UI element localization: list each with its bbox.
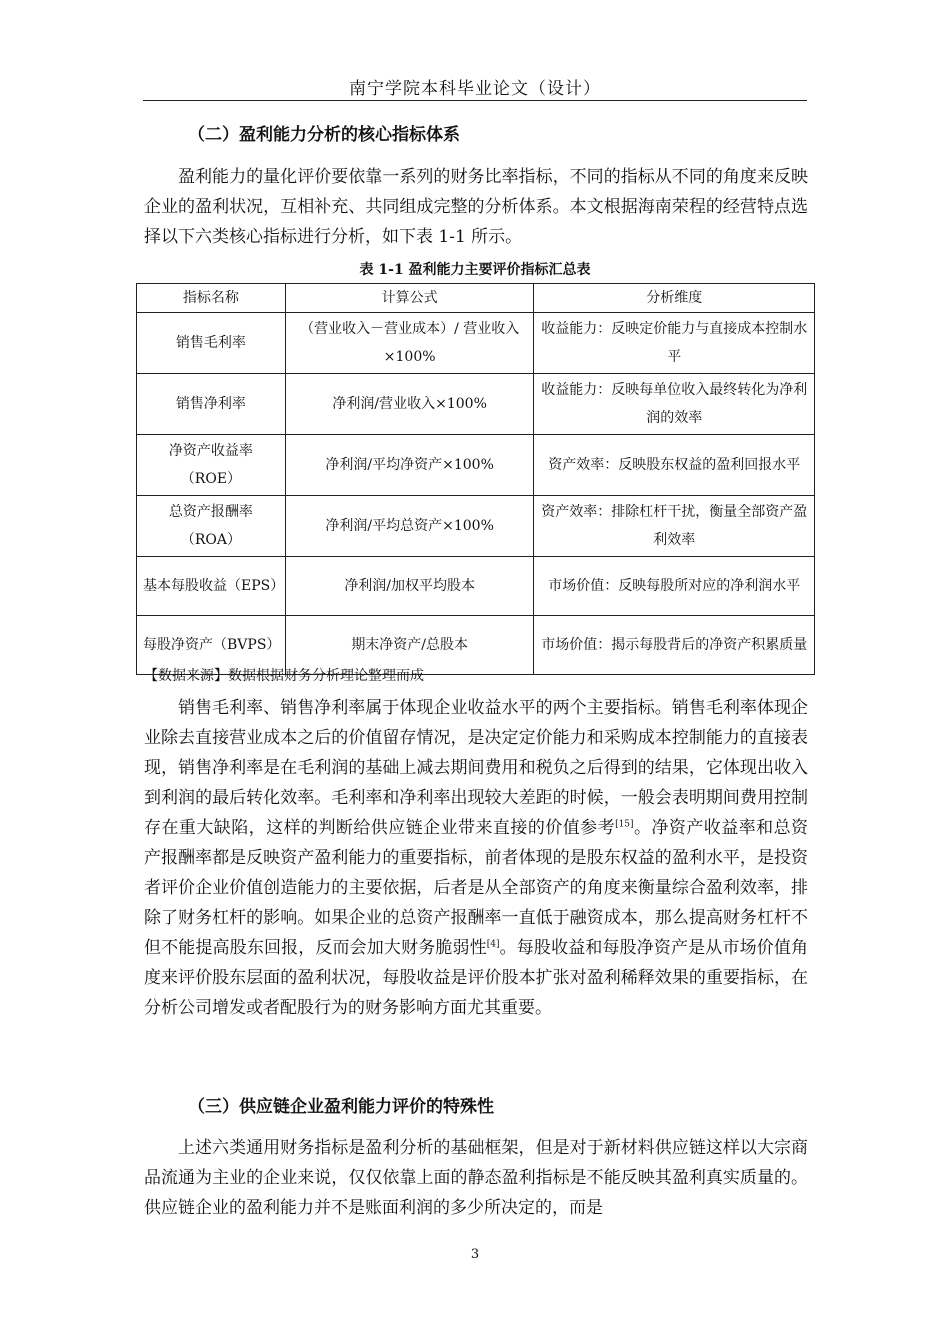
indicator-formula: 净利润/平均总资产×100% — [285, 496, 534, 557]
indicator-name: 销售毛利率 — [137, 313, 286, 374]
table-header-row — [137, 284, 815, 313]
section-heading: （三）供应链企业盈利能力评价的特殊性 — [188, 1097, 494, 1117]
header-indicator: 指标名称 — [137, 284, 286, 313]
indicator-formula: （营业收入－营业成本）/ 营业收入×100% — [285, 313, 534, 374]
section3-paragraph: 上述六类通用财务指标是盈利分析的基础框架，但是对于新材料供应链这样以大宗商品流通为主业的企业来说，仅仅依靠上面的静态盈利指标是不能反映其盈利真实质量的。供应链企业的盈利能力并不是账面利润的多少所决定的，而是 — [144, 1138, 808, 1218]
page-header: 南宁学院本科毕业论文（设计） — [349, 79, 601, 99]
citation-ref: [4] — [486, 939, 500, 950]
citation-ref: [15] — [615, 819, 634, 830]
indicator-dimension: 市场价值：反映每股所对应的净利润水平 — [534, 557, 815, 616]
body-text-part-1: 销售毛利率、销售净利率属于体现企业收益水平的两个主要指标。销售毛利率体现企业除去直接营业成本之后的价值留存情况，是决定定价能力和采购成本控制能力的直接表现，销售净利率是在毛利润的基础上减去期间费用和税负之后得到的结果，它体现出收入到利润的最后转化效率。毛利率和净利率出现较大差距的时候，一般会表明期间费用控制存在重大缺陷，这样的判断给供应链企业带来直接的价值参考 — [144, 698, 808, 838]
body-text-part-3: 。每股收益和每股净资产是从市场价值角度来评价股东层面的盈利状况，每股收益是评价股本扩张对盈利稀释效果的重要指标，在分析公司增发或者配股行为的财务影响方面尤其重要。 — [144, 938, 809, 1018]
indicator-dimension: 收益能力：反映每单位收入最终转化为净利润的效率 — [534, 374, 815, 435]
table-caption: 表 1-1 盈利能力主要评价指标汇总表 — [359, 262, 591, 278]
indicator-name: 销售净利率 — [137, 374, 286, 435]
header-formula: 计算公式 — [285, 284, 534, 313]
section-heading: （二）盈利能力分析的核心指标体系 — [188, 125, 460, 145]
header-dimension: 分析维度 — [534, 284, 815, 313]
table-row — [137, 557, 815, 616]
table-row — [137, 496, 815, 557]
indicator-name: 总资产报酬率（ROA） — [137, 496, 286, 557]
indicator-formula: 期末净资产/总股本 — [285, 616, 534, 675]
intro-paragraph: 盈利能力的量化评价要依靠一系列的财务比率指标，不同的指标从不同的角度来反映企业的盈利状况，互相补充、共同组成完整的分析体系。本文根据海南荣程的经营特点选择以下六类核心指标进行分析，如下表 1-1 所示。 — [144, 167, 808, 247]
table-row — [137, 435, 815, 496]
indicator-name: 每股净资产（BVPS） — [137, 616, 286, 675]
data-source-note: 【数据来源】数据根据财务分析理论整理而成 — [144, 668, 424, 684]
body-text-part-2: 。净资产收益率和总资产报酬率都是反映资产盈利能力的重要指标，前者体现的是股东权益的盈利水平，是投资者评价企业价值创造能力的主要依据，后者是从全部资产的角度来衡量综合盈利效率，排除了财务杠杆的影响。如果企业的总资产报酬率一直低于融资成本，那么提高财务杠杆不但不能提高股东回报，反而会加大财务脆弱性 — [144, 818, 809, 958]
indicator-table — [136, 283, 815, 675]
indicator-dimension: 资产效率：反映股东权益的盈利回报水平 — [534, 435, 815, 496]
indicator-name: 净资产收益率（ROE） — [137, 435, 286, 496]
table-row — [137, 374, 815, 435]
body-paragraph — [144, 693, 808, 1023]
indicator-formula: 净利润/加权平均股本 — [285, 557, 534, 616]
indicator-formula: 净利润/平均净资产×100% — [285, 435, 534, 496]
indicator-formula: 净利润/营业收入×100% — [285, 374, 534, 435]
indicator-name: 基本每股收益（EPS） — [137, 557, 286, 616]
indicator-dimension: 收益能力：反映定价能力与直接成本控制水平 — [534, 313, 815, 374]
header-rule — [143, 100, 807, 101]
indicator-dimension: 市场价值：揭示每股背后的净资产积累质量 — [534, 616, 815, 675]
indicator-dimension: 资产效率：排除杠杆干扰，衡量全部资产盈利效率 — [534, 496, 815, 557]
page-number: 3 — [470, 1247, 480, 1262]
table-row — [137, 313, 815, 374]
